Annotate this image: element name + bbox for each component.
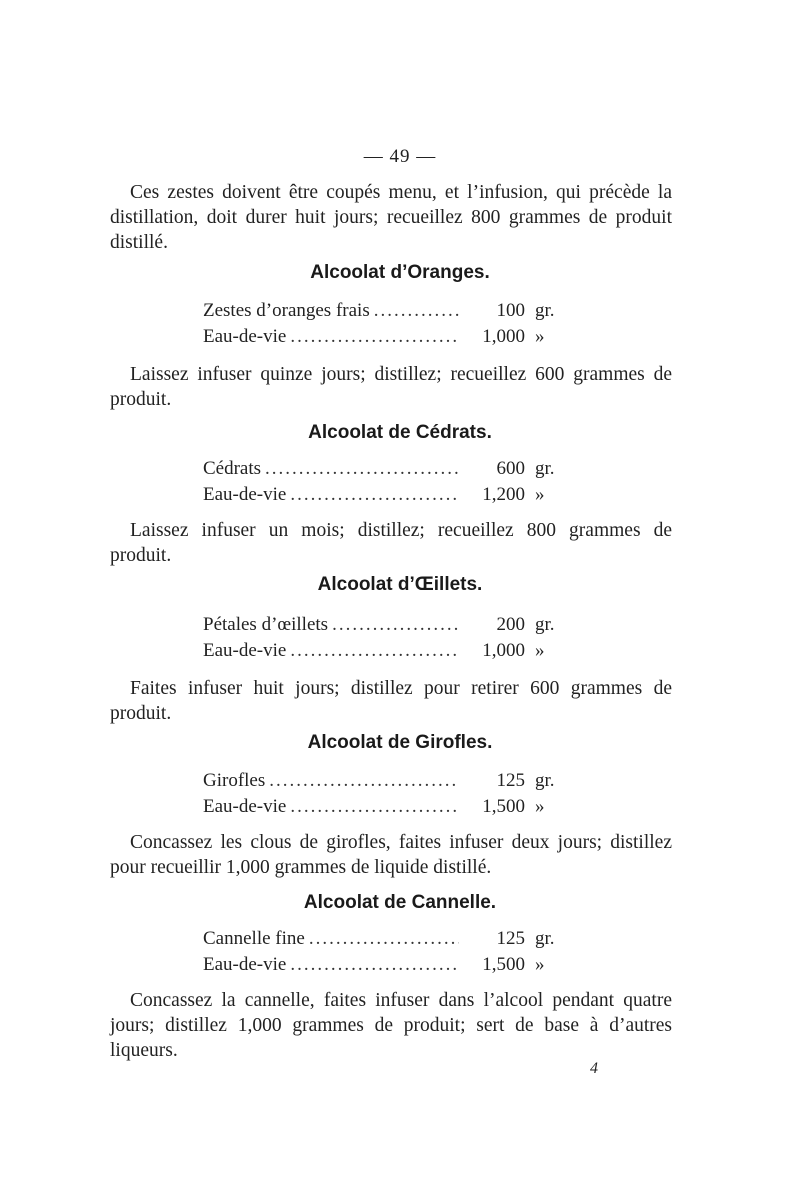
ingredient-row — [203, 456, 583, 482]
ingredient-name: Eau-de-vie — [203, 954, 287, 975]
ingredient-name: Eau-de-vie — [203, 640, 287, 661]
leader-dots — [290, 638, 459, 664]
ingredient-row — [203, 298, 583, 324]
leader-dots — [290, 482, 459, 508]
ingredient-row — [203, 612, 583, 638]
ingredient-name: Girofles — [203, 770, 266, 791]
ingredient-unit: » — [535, 484, 545, 505]
section-title-oranges: Alcoolat d’Oranges. — [310, 262, 490, 283]
section-title-cedrats: Alcoolat de Cédrats. — [308, 422, 492, 443]
ingredient-name: Eau-de-vie — [203, 796, 287, 817]
ingredient-row — [203, 952, 583, 978]
instructions-text: Concassez la cannelle, faites infuser dans l’alcool pendant quatre jours; distillez 1,000 grammes de produit; sert de base à d’autres liqueurs. — [110, 990, 672, 1061]
ingredient-qty: 125 — [496, 928, 525, 949]
ingredient-row — [203, 482, 583, 508]
ingredient-unit: gr. — [535, 928, 555, 949]
ingredient-row — [203, 638, 583, 664]
ingredient-qty: 200 — [496, 614, 525, 635]
instructions-cedrats — [110, 518, 672, 568]
leader-dots — [290, 794, 459, 820]
section-title-girofles: Alcoolat de Girofles. — [307, 732, 493, 753]
ingredient-name: Eau-de-vie — [203, 326, 287, 347]
ingredient-row — [203, 768, 583, 794]
instructions-text: Laissez infuser quinze jours; distillez; recueillez 600 grammes de produit. — [110, 364, 672, 410]
ingredient-name: Cédrats — [203, 458, 262, 479]
ingredient-name: Eau-de-vie — [203, 484, 287, 505]
ingredient-qty: 1,500 — [482, 954, 525, 975]
ingredient-name: Zestes d’oranges frais — [203, 300, 370, 321]
section-title-cannelle: Alcoolat de Cannelle. — [303, 892, 497, 913]
ingredient-qty: 1,200 — [482, 484, 525, 505]
ingredient-unit: gr. — [535, 300, 555, 321]
page-number: — 49 — — [363, 146, 437, 167]
ingredient-unit: gr. — [535, 458, 555, 479]
ingredient-name: Pétales d’œillets — [203, 614, 329, 635]
ingredient-unit: » — [535, 326, 545, 347]
ingredient-list-girofles — [203, 768, 583, 820]
ingredient-list-oranges — [203, 298, 583, 350]
instructions-girofles — [110, 830, 672, 880]
ingredient-unit: » — [535, 640, 545, 661]
ingredient-row — [203, 324, 583, 350]
ingredient-qty: 125 — [496, 770, 525, 791]
leader-dots — [332, 612, 459, 638]
leader-dots — [290, 952, 459, 978]
ingredient-row — [203, 926, 583, 952]
intro-text: Ces zestes doivent être coupés menu, et l’infusion, qui précède la distillation, doit durer huit jours; recueillez 800 grammes de produit distillé. — [110, 182, 672, 253]
ingredient-name: Cannelle fine — [203, 928, 305, 949]
ingredient-qty: 1,000 — [482, 640, 525, 661]
signature-mark: 4 — [590, 1060, 598, 1077]
section-title-oeillets: Alcoolat d’Œillets. — [317, 574, 483, 595]
ingredient-unit: » — [535, 796, 545, 817]
ingredient-qty: 1,500 — [482, 796, 525, 817]
instructions-oeillets — [110, 676, 672, 726]
leader-dots — [269, 768, 459, 794]
instructions-cannelle — [110, 988, 672, 1063]
ingredient-list-cannelle — [203, 926, 583, 978]
instructions-text: Laissez infuser un mois; distillez; recueillez 800 grammes de produit. — [110, 520, 672, 566]
ingredient-row — [203, 794, 583, 820]
instructions-text: Concassez les clous de girofles, faites infuser deux jours; distillez pour recueillir 1,000 grammes de liquide distillé. — [110, 832, 672, 878]
ingredient-list-oeillets — [203, 612, 583, 664]
leader-dots — [265, 456, 459, 482]
ingredient-qty: 100 — [496, 300, 525, 321]
ingredient-unit: gr. — [535, 614, 555, 635]
leader-dots — [374, 298, 459, 324]
ingredient-list-cedrats — [203, 456, 583, 508]
instructions-text: Faites infuser huit jours; distillez pour retirer 600 grammes de produit. — [110, 678, 672, 724]
leader-dots — [309, 926, 459, 952]
instructions-oranges — [110, 362, 672, 412]
ingredient-unit: gr. — [535, 770, 555, 791]
leader-dots — [290, 324, 459, 350]
intro-paragraph — [110, 180, 672, 255]
ingredient-unit: » — [535, 954, 545, 975]
ingredient-qty: 600 — [496, 458, 525, 479]
ingredient-qty: 1,000 — [482, 326, 525, 347]
